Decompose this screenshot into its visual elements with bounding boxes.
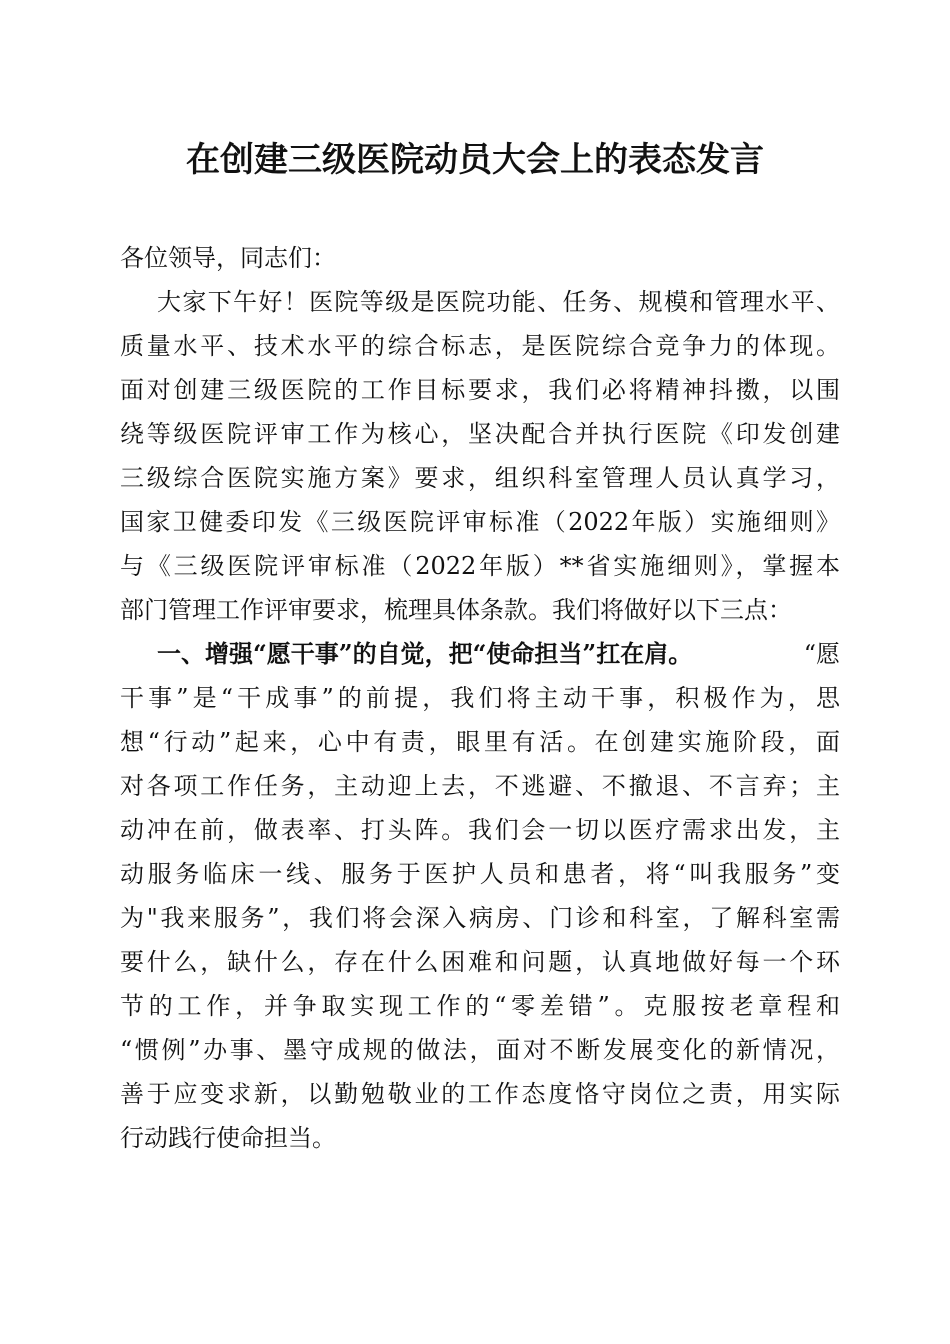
section-heading-line — [157, 632, 840, 676]
paragraph-line: 绕等级医院评审工作为核心，坚决配合并执行医院《印发创建 — [120, 420, 840, 448]
paragraph-line: 要什么，缺什么，存在什么困难和问题，认真地做好每一个环 — [120, 948, 840, 976]
paragraph-line: 动服务临床一线、服务于医护人员和患者，将“叫我服务”变 — [120, 860, 840, 888]
section-heading: 一、增强“愿干事”的自觉，把“使命担当”扛在肩。 — [157, 639, 693, 668]
paragraph-line: 大家下午好！医院等级是医院功能、任务、规模和管理水平、 — [157, 288, 840, 316]
paragraph-line: 与《三级医院评审标准（2022年版）**省实施细则》，掌握本 — [120, 552, 840, 580]
paragraph-line: 善于应变求新，以勤勉敬业的工作态度恪守岗位之责，用实际 — [120, 1080, 840, 1108]
paragraph-line: 行动践行使命担当。 — [120, 1124, 336, 1152]
paragraph-line: 三级综合医院实施方案》要求，组织科室管理人员认真学习， — [120, 464, 840, 492]
paragraph-line: 想“行动”起来，心中有责，眼里有活。在创建实施阶段，面 — [120, 728, 840, 756]
paragraph-line: 为"我来服务”，我们将会深入病房、门诊和科室，了解科室需 — [120, 904, 840, 932]
document-title: 在创建三级医院动员大会上的表态发言 — [186, 140, 764, 180]
paragraph-line: 面对创建三级医院的工作目标要求，我们必将精神抖擞，以围 — [120, 376, 840, 404]
paragraph-line: 动冲在前，做表率、打头阵。我们会一切以医疗需求出发，主 — [120, 816, 840, 844]
paragraph-line: 对各项工作任务，主动迎上去，不逃避、不撤退、不言弃；主 — [120, 772, 840, 800]
paragraph-line: 国家卫健委印发《三级医院评审标准（2022年版）实施细则》 — [120, 508, 840, 536]
salutation: 各位领导，同志们： — [120, 244, 336, 272]
paragraph-fragment: “愿 — [803, 640, 840, 668]
paragraph-line: “惯例”办事、墨守成规的做法，面对不断发展变化的新情况， — [120, 1036, 840, 1064]
paragraph-line: 部门管理工作评审要求，梳理具体条款。我们将做好以下三点： — [120, 596, 792, 624]
paragraph-line: 质量水平、技术水平的综合标志，是医院综合竞争力的体现。 — [120, 332, 840, 360]
paragraph-line: 干事”是“干成事”的前提，我们将主动干事，积极作为，思 — [120, 684, 840, 712]
paragraph-line: 节的工作，并争取实现工作的“零差错”。克服按老章程和 — [120, 992, 840, 1020]
